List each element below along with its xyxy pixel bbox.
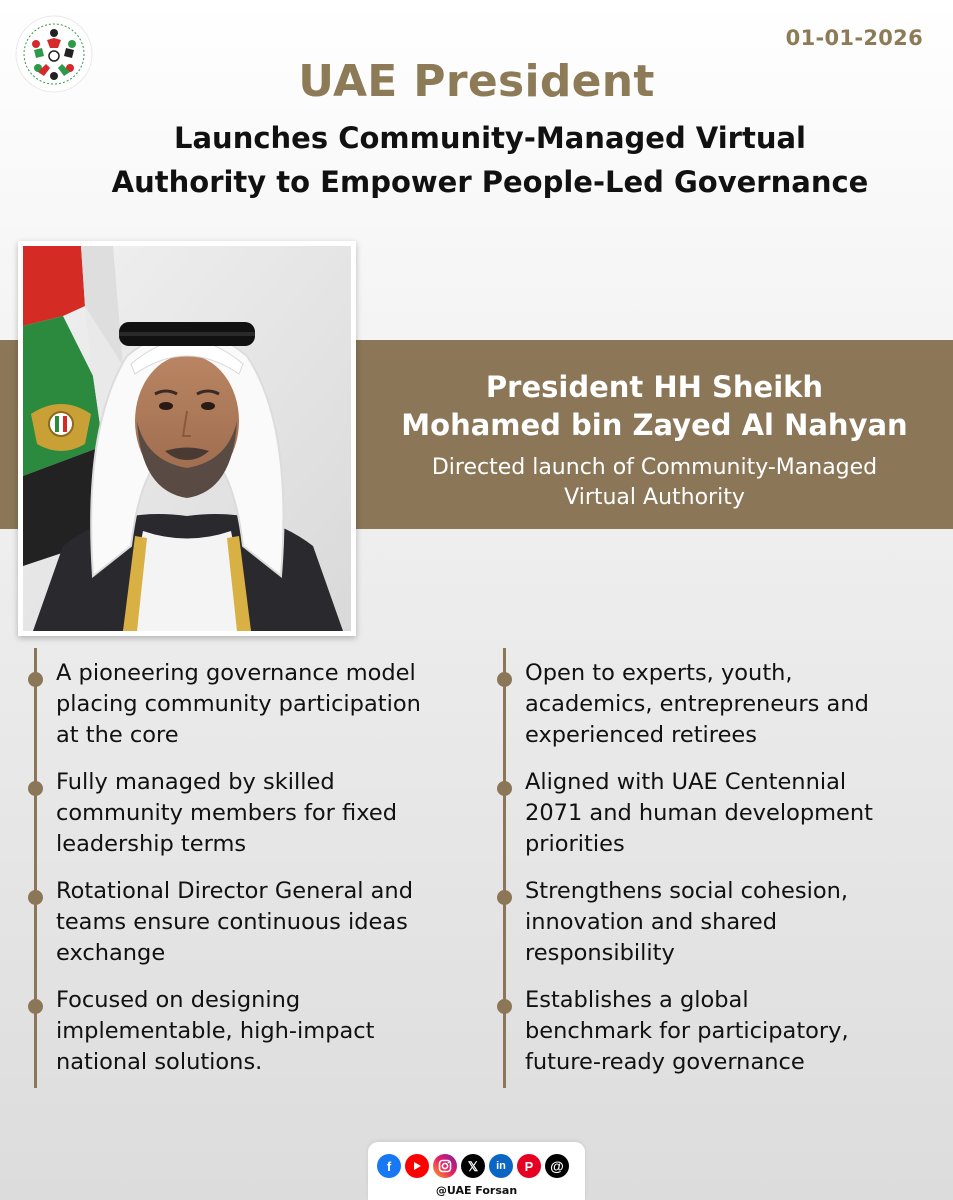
person-description	[356, 453, 953, 513]
bullet-text-line: Focused on designing	[56, 987, 301, 1013]
bullet-text-line: Establishes a global	[525, 987, 749, 1013]
bullet-dot	[28, 781, 43, 796]
bullet-text-line: leadership terms	[56, 831, 247, 857]
bullet-dot	[497, 781, 512, 796]
person-name-line: Mohamed bin Zayed Al Nahyan	[401, 408, 908, 442]
bullet-text-line: experienced retirees	[525, 722, 757, 748]
bullet-text-line: implementable, high-impact	[56, 1018, 375, 1044]
threads-icon[interactable]: @	[545, 1154, 569, 1178]
headline-title: UAE President	[298, 56, 655, 107]
bullet-text-line: A pioneering governance model	[56, 660, 416, 686]
subtitle-line: Launches Community-Managed Virtual	[174, 121, 806, 155]
bullet-dot	[28, 672, 43, 687]
bullet-text-line: community members for fixed	[56, 800, 397, 826]
bullet-dot	[28, 999, 43, 1014]
bullet-text-line: placing community participation	[56, 691, 421, 717]
bullet-dot	[497, 672, 512, 687]
bullet-text-line: Rotational Director General and	[56, 878, 413, 904]
facebook-icon[interactable]: f	[377, 1154, 401, 1178]
portrait-photo	[18, 241, 356, 636]
bullet-text-line: 2071 and human development	[525, 800, 873, 826]
bullet-dot	[497, 890, 512, 905]
instagram-icon[interactable]	[433, 1154, 457, 1178]
bullet-text-line: exchange	[56, 940, 166, 966]
post-date: 01-01-2026	[785, 26, 923, 50]
bullet-text-line: at the core	[56, 722, 179, 748]
bullet-text-line: future-ready governance	[525, 1049, 805, 1075]
bullet-text-line: innovation and shared	[525, 909, 778, 935]
linkedin-icon[interactable]: in	[489, 1154, 513, 1178]
divider-line	[503, 648, 506, 1088]
bullet-dot	[497, 999, 512, 1014]
bullet-text-line: Open to experts, youth,	[525, 660, 793, 686]
bullet-text-line: Strengthens social cohesion,	[525, 878, 848, 904]
person-name-line: President HH Sheikh	[485, 370, 824, 404]
person-name	[356, 368, 953, 444]
person-description-line: Virtual Authority	[564, 485, 745, 510]
x-icon[interactable]: 𝕏	[461, 1154, 485, 1178]
headline-subtitle	[40, 116, 940, 204]
bullet-dot	[28, 890, 43, 905]
divider-line	[34, 648, 37, 1088]
bullet-text-line: priorities	[525, 831, 625, 857]
youtube-icon[interactable]	[405, 1154, 429, 1178]
portrait-illustration	[23, 246, 351, 631]
bullet-text-line: responsibility	[525, 940, 675, 966]
bullet-text-line: national solutions.	[56, 1049, 263, 1075]
bullet-text-line: Aligned with UAE Centennial	[525, 769, 847, 795]
pinterest-icon[interactable]: P	[517, 1154, 541, 1178]
social-handle: @UAE Forsan	[435, 1184, 518, 1197]
person-description-line: Directed launch of Community-Managed	[431, 455, 878, 480]
subtitle-line: Authority to Empower People-Led Governance	[111, 165, 869, 199]
bullet-text-line: benchmark for participatory,	[525, 1018, 849, 1044]
bullet-text-line: academics, entrepreneurs and	[525, 691, 869, 717]
social-links-bar	[368, 1142, 585, 1200]
bullet-text-line: teams ensure continuous ideas	[56, 909, 408, 935]
bullet-text-line: Fully managed by skilled	[56, 769, 335, 795]
